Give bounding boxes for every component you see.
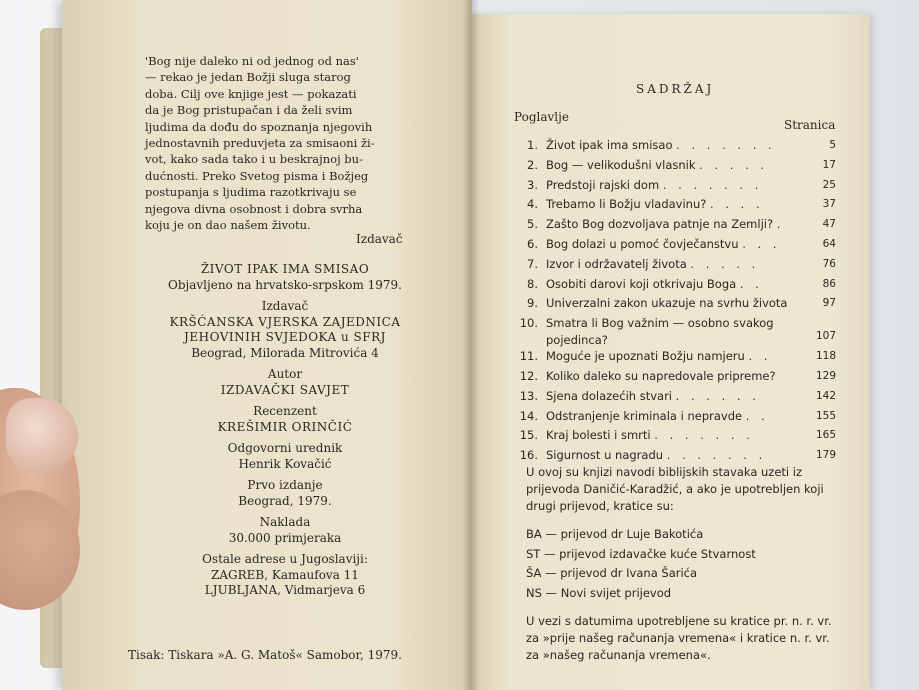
imprint-block: [125, 262, 445, 605]
toc-page: 179: [815, 449, 836, 462]
toc-title: Izvor i održavatelj života: [546, 256, 687, 271]
toc-number: 5.: [527, 217, 538, 232]
editor-name: Henrik Kovačić: [238, 456, 332, 471]
toc-entry: [516, 446, 836, 466]
toc-heading: SADRŽAJ: [636, 82, 715, 96]
toc-leader: . . .: [742, 236, 781, 251]
address-ljubljana: LJUBLJANA, Vidmarjeva 6: [204, 583, 366, 597]
toc-entry: [516, 195, 836, 215]
printer-line: Tisak: Tiskara »A. G. Matoš« Samobor, 1979.: [128, 648, 402, 662]
toc-page: 118: [815, 350, 836, 363]
toc-leader: .: [776, 217, 785, 232]
quote-line: 'Bog nije daleko ni od jednog od nas': [145, 54, 359, 68]
publisher-name: JEHOVINIH SVJEDOKA u SFRJ: [184, 330, 386, 344]
quote-line: vot, kako sada tako i u beskrajnoj bu-: [145, 152, 363, 167]
page-column-label: Stranica: [784, 118, 836, 132]
translation-notes: [526, 464, 844, 674]
translation-note: U ovoj su knjizi navodi biblijskih stavaka uzeti iz prijevoda Daničić-Karadžić, a ako je upotrebljen koji drugi prijevod, kratice su:: [526, 465, 824, 513]
chapter-column-label: Poglavlje: [514, 110, 569, 124]
toc-leader: . .: [739, 276, 763, 291]
publisher-name: KRŠĆANSKA VJERSKA ZAJEDNICA: [169, 314, 401, 329]
other-addresses-label: Ostale adrese u Jugoslaviji:: [202, 552, 368, 566]
address-zagreb: ZAGREB, Kamaufova 11: [211, 567, 359, 582]
toc-number: 6.: [527, 236, 538, 251]
toc-page: 5: [829, 139, 836, 151]
publisher-label: Izdavač: [261, 299, 309, 313]
toc-number: 8.: [527, 276, 538, 291]
toc-number: 7.: [527, 256, 538, 271]
thumbnail-nail: [6, 398, 78, 472]
toc-page: 17: [822, 158, 836, 171]
author-name: IZDAVAČKI SAVJET: [220, 382, 350, 397]
toc-page: 47: [822, 218, 836, 231]
toc-number: 16.: [519, 448, 538, 463]
toc-leader: . .: [748, 349, 772, 364]
editor-label: Odgovorni urednik: [227, 441, 343, 455]
toc-page: 97: [822, 297, 836, 310]
toc-page: 37: [822, 198, 836, 211]
toc-title: Odstranjenje kriminala i nepravde: [546, 408, 743, 423]
toc-entry: [516, 136, 836, 156]
toc-title: Bog dolazi u pomoć čovječanstvu: [546, 236, 739, 251]
toc-number: 13.: [519, 388, 538, 403]
toc-title: Sjena dolazećih stvari: [546, 388, 672, 403]
toc-title: Sigurnost u nagradu: [546, 448, 664, 463]
toc-page: 86: [822, 277, 836, 290]
toc-page: 76: [822, 257, 836, 270]
toc-page: 155: [815, 409, 836, 422]
toc-title: Bog — velikodušni vlasnik: [546, 157, 696, 172]
abbreviation-list: [526, 525, 844, 603]
toc-leader: . .: [745, 408, 769, 423]
toc-title: Život ipak ima smisao: [546, 138, 673, 152]
quote-line: koju je on dao našem životu.: [145, 218, 311, 233]
toc-leader: . . . . .: [699, 157, 769, 172]
toc-entry: [516, 347, 836, 367]
toc-entry: [516, 294, 836, 314]
print-run-label: Naklada: [259, 515, 311, 529]
toc-page: 25: [822, 178, 836, 191]
toc-number: 2.: [527, 157, 538, 172]
toc-number: 11.: [519, 349, 538, 364]
toc-number: 12.: [519, 368, 538, 383]
edition-label: Prvo izdanje: [247, 478, 323, 492]
toc-entry: [516, 407, 836, 427]
toc-number: 3.: [527, 177, 538, 192]
toc-leader: . . . . . . .: [662, 177, 763, 192]
toc-leader: . . . . . . .: [654, 428, 754, 443]
quote-line: njegova divna osobnost i dobra svrha: [145, 201, 363, 216]
foreword-quote: [145, 53, 413, 233]
toc-page: 107: [815, 330, 836, 343]
date-note: U vezi s datumima upotrebljene su kratice pr. n. r. vr. za »prije našeg računanja vremena« i kratice n. r. vr. za »našeg računanja vremena«.: [526, 614, 832, 662]
toc-leader: . . . . . . .: [666, 448, 767, 463]
toc-number: 14.: [519, 408, 538, 423]
abbreviation-item: BA — prijevod dr Luje Bakotića: [526, 527, 704, 541]
toc-entry: [516, 176, 836, 196]
quote-line: doba. Cilj ove knjige jest — pokazati: [145, 86, 357, 101]
print-run-value: 30.000 primjeraka: [228, 530, 342, 545]
quote-line: dućnosti. Preko Svetog pisma i Božjeg: [145, 168, 369, 183]
reviewer-label: Recenzent: [253, 404, 317, 418]
quote-line: — rekao je jedan Božji sluga starog: [145, 70, 351, 85]
quote-signature: Izdavač: [356, 232, 403, 246]
toc-title: Trebamo li Božju vladavinu?: [546, 197, 707, 212]
quote-line: postupanja s ljudima razotkrivaju se: [145, 185, 357, 200]
toc-entry: [516, 156, 836, 176]
toc-page: 165: [815, 429, 836, 442]
toc-page: 129: [815, 369, 836, 382]
toc-page: 64: [822, 237, 836, 250]
quote-line: da je Bog pristupačan i da želi svim: [145, 103, 353, 118]
toc-entry: [516, 367, 836, 387]
toc-leader: . . . . . . .: [676, 138, 776, 152]
toc-title-continued: pojedinca?: [546, 332, 608, 347]
toc-title: Univerzalni zakon ukazuje na svrhu života: [546, 296, 788, 311]
table-of-contents: [516, 136, 836, 466]
book-gutter: [462, 0, 480, 690]
quote-line: ljudima da dođu do spoznanja njegovih: [145, 119, 373, 134]
toc-entry: [516, 275, 836, 295]
toc-leader: . . . . . .: [675, 388, 760, 403]
toc-leader: . . . . .: [690, 256, 760, 271]
toc-entry: [516, 426, 836, 446]
abbreviation-item: NS — Novi svijet prijevod: [526, 585, 672, 600]
toc-title: Zašto Bog dozvoljava patnje na Zemlji?: [546, 217, 774, 232]
toc-entry: [516, 314, 836, 347]
toc-entry: [516, 255, 836, 275]
toc-number: 10.: [519, 316, 538, 331]
publisher-address: Beograd, Milorada Mitrovića 4: [191, 345, 379, 360]
abbreviation-item: ŠA — prijevod dr Ivana Šarića: [526, 566, 698, 580]
toc-title: Predstoji rajski dom: [546, 177, 660, 192]
toc-title: Osobiti darovi koji otkrivaju Boga: [546, 276, 737, 291]
toc-title: Smatra li Bog važnim — osobno svakog: [546, 316, 774, 331]
toc-entry: [516, 387, 836, 407]
toc-entry: [516, 215, 836, 235]
toc-entry: [516, 235, 836, 255]
toc-title: Moguće je upoznati Božju namjeru: [546, 349, 745, 364]
published-note: Objavljeno na hrvatsko-srpskom 1979.: [167, 277, 402, 292]
author-label: Autor: [267, 367, 303, 381]
toc-number: 4.: [527, 197, 538, 212]
toc-leader: . . . .: [710, 197, 764, 212]
toc-number: 9.: [527, 296, 538, 311]
toc-page: 142: [815, 389, 836, 402]
book-title: ŽIVOT IPAK IMA SMISAO: [200, 262, 370, 276]
toc-number: 1.: [527, 138, 538, 152]
quote-line: jednostavnih preduvjeta za smisaoni ži-: [145, 136, 375, 151]
toc-title: Koliko daleko su napredovale pripreme?: [546, 368, 776, 383]
edition-place: Beograd, 1979.: [238, 493, 332, 508]
toc-number: 15.: [519, 428, 538, 443]
toc-title: Kraj bolesti i smrti: [546, 428, 651, 443]
reviewer-name: KREŠIMIR ORINČIĆ: [217, 419, 353, 434]
abbreviation-item: ST — prijevod izdavačke kuće Stvarnost: [526, 546, 756, 561]
